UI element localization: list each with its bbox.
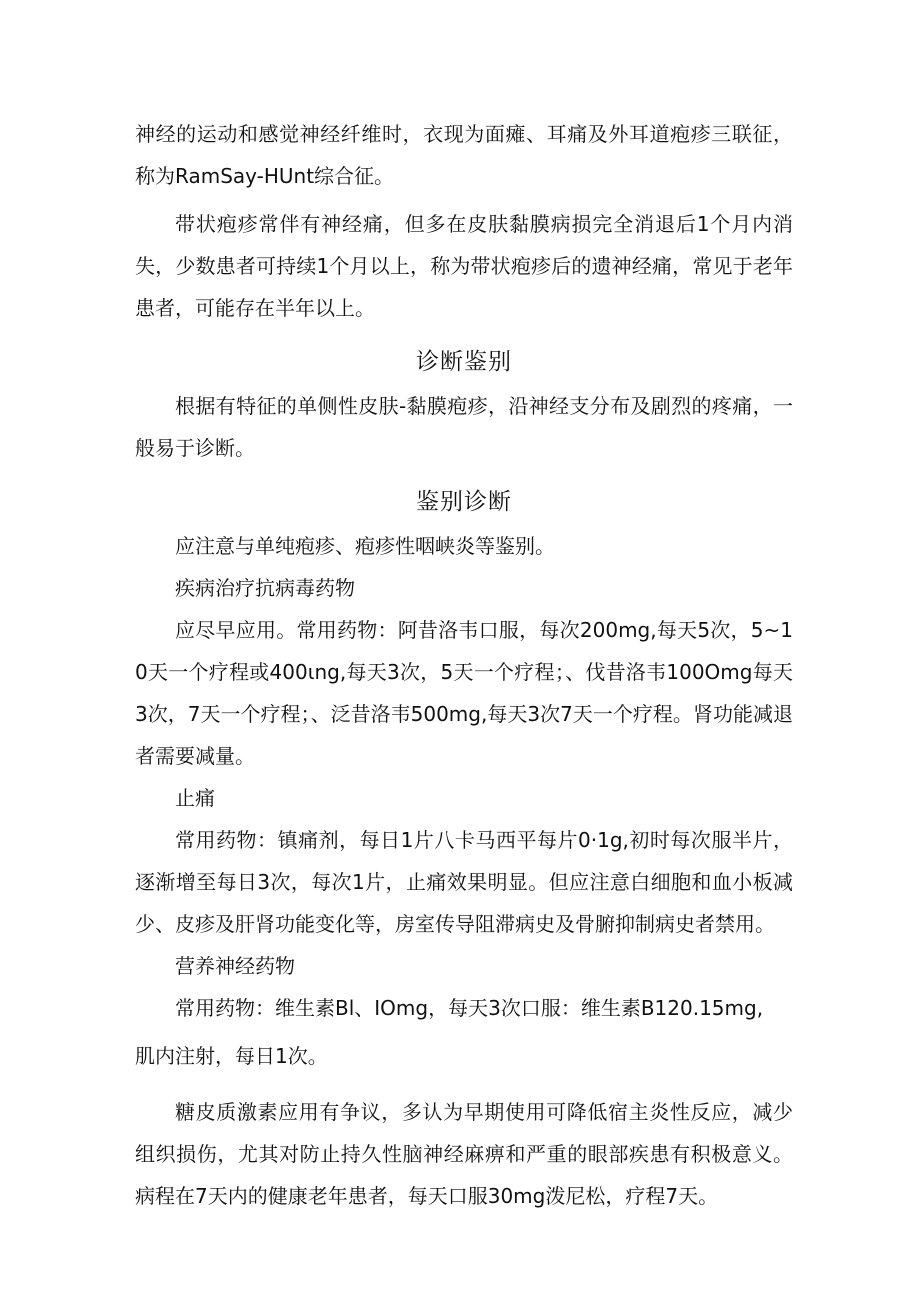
paragraph-diagnosis: 根据有特征的单侧性皮肤-黏膜疱疹，沿神经支分布及剧烈的疼痛，一般易于诊断。 — [135, 394, 793, 460]
paragraph-analgesia-drugs: 常用药物：镇痛剂，每日1片八卡马西平每片0·1g,初时每次服半片，逐渐增至每日3次，每次1片，止痛效果明显。但应注意白细胞和血小板减少、皮疹及肝肾功能变化等，房室传导阻滞病史及骨腑抑制病史者禁用。 — [135, 828, 793, 936]
paragraph-ramsay-hunt: 神经的运动和感觉神经纤维时，衣现为面瘫、耳痛及外耳道疱疹三联征，称为RamSay-HUnt综合征。 — [135, 122, 793, 188]
paragraph-differential: 应注意与单纯疱疹、疱疹性咽峡炎等鉴别。 — [175, 534, 555, 558]
paragraph-vitamins: 常用药物：维生素Bl、IOmg，每天3次口服：维生素B120.15mg, — [175, 996, 764, 1020]
paragraph-injection: 肌内注射，每日1次。 — [135, 1044, 328, 1068]
paragraph-corticosteroids: 糖皮质激素应用有争议，多认为早期使用可降低宿主炎性反应，减少组织损伤，尤其对防止持久性脑神经麻痹和严重的眼部疾患有积极意义。病程在7天内的健康老年患者，每天口服30mg泼尼松，疗程7天。 — [135, 1100, 793, 1208]
document-body — [135, 113, 793, 1217]
paragraph-antiviral-drugs: 应尽早应用。常用药物：阿昔洛韦口服，每次200mg,每天5次，5~10天一个疗程或400ιng,每天3次，5天一个疗程；、伐昔洛韦100Omg每天3次，7天一个疗程；、泛昔洛韦500mg,每天3次7天一个疗程。肾功能减退者需要减量。 — [135, 618, 793, 768]
subhead-antiviral-treatment: 疾病治疗抗病毒药物 — [175, 576, 355, 600]
section-heading-diagnosis: 诊断鉴别 — [416, 349, 512, 375]
subhead-analgesia: 止痛 — [175, 786, 215, 810]
paragraph-neuralgia: 带状疱疹常伴有神经痛，但多在皮肤黏膜病损完全消退后1个月内消失，少数患者可持续1个月以上，称为带状疱疹后的遗神经痛，常见于老年患者，可能存在半年以上。 — [135, 212, 793, 320]
section-heading-differential: 鉴别诊断 — [416, 489, 512, 515]
subhead-neurotrophic: 营养神经药物 — [175, 954, 295, 978]
